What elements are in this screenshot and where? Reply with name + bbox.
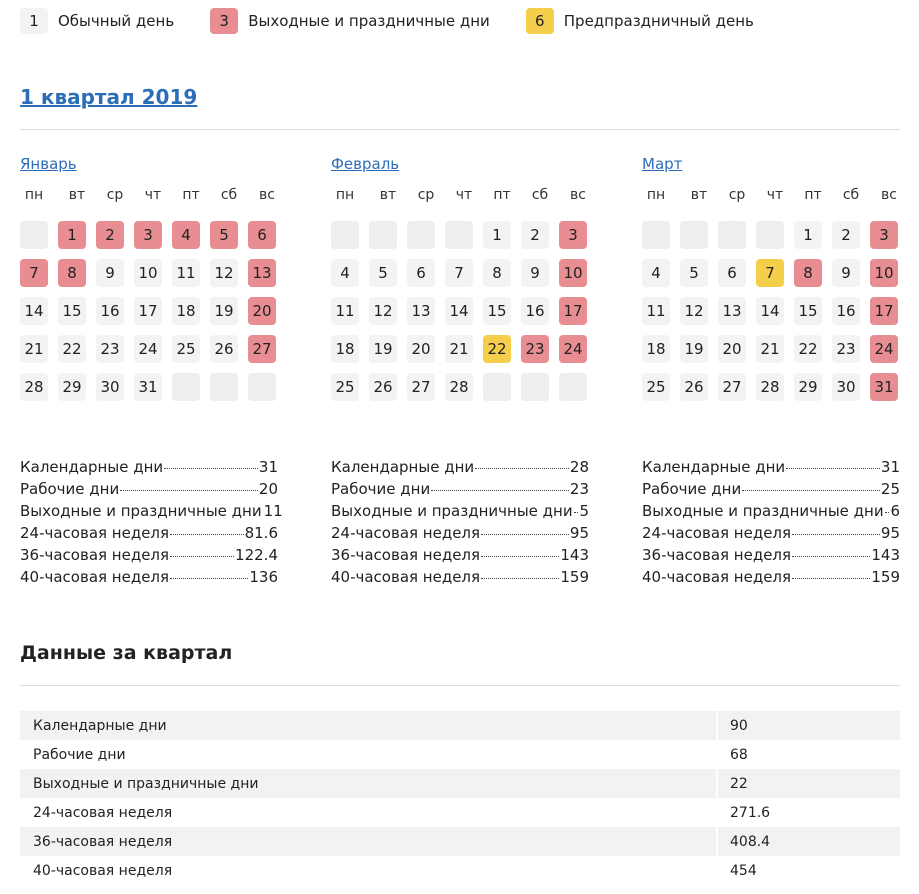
- calendar-day: 25: [331, 373, 359, 401]
- table-cell-label: Выходные и праздничные дни: [33, 775, 259, 792]
- calendar-day: 30: [832, 373, 860, 401]
- calendar-week: [20, 373, 290, 411]
- calendar-day: 16: [96, 297, 124, 325]
- stat-value: 143: [560, 546, 589, 564]
- stat-label: 24-часовая неделя: [642, 524, 792, 542]
- calendar-day: 3: [870, 221, 898, 249]
- legend-item-holiday: [210, 8, 490, 34]
- stat-value: 136: [249, 568, 278, 586]
- calendar-day: 8: [483, 259, 511, 287]
- calendar-day: 11: [172, 259, 200, 287]
- calendar-day: 26: [680, 373, 708, 401]
- calendar-day: 19: [369, 335, 397, 363]
- stat-label: Выходные и праздничные дни: [331, 502, 573, 520]
- calendar-day: 2: [96, 221, 124, 249]
- calendar-day: 31: [134, 373, 162, 401]
- calendar-week: [20, 297, 290, 335]
- table-row: [20, 711, 900, 740]
- calendar-day: 25: [642, 373, 670, 401]
- divider: [20, 129, 900, 130]
- calendar-day: 17: [870, 297, 898, 325]
- calendar-day: 14: [445, 297, 473, 325]
- weekday-label: вт: [379, 187, 397, 203]
- calendar-day: 20: [248, 297, 276, 325]
- calendar-day: 5: [680, 259, 708, 287]
- dot-leader: [792, 556, 870, 557]
- calendar-empty-day: [369, 221, 397, 249]
- weekday-label: сб: [531, 187, 549, 203]
- calendar-empty-day: [20, 221, 48, 249]
- legend-label-normal: Обычный день: [58, 12, 175, 30]
- stat-row: [331, 568, 589, 590]
- weekday-header: [331, 187, 601, 207]
- month-name-link[interactable]: Март: [642, 155, 683, 173]
- stat-value: 31: [258, 458, 278, 476]
- stat-row: [331, 524, 589, 546]
- month-march: [642, 154, 912, 411]
- dot-leader: [786, 468, 880, 469]
- calendar-day: 14: [20, 297, 48, 325]
- calendar-day: 19: [680, 335, 708, 363]
- legend-swatch-normal: 1: [20, 8, 48, 34]
- calendar-day: 5: [210, 221, 238, 249]
- dot-leader: [742, 490, 880, 491]
- dot-leader: [170, 556, 234, 557]
- calendar-empty-day: [642, 221, 670, 249]
- stat-label: Рабочие дни: [20, 480, 120, 498]
- calendar-day: 2: [832, 221, 860, 249]
- table-cell-value: 408.4: [716, 827, 900, 856]
- dot-leader: [481, 578, 559, 579]
- stat-row: [20, 568, 278, 590]
- calendar-day: 23: [832, 335, 860, 363]
- calendar-empty-day: [407, 221, 435, 249]
- calendar-day: 1: [794, 221, 822, 249]
- dot-leader: [170, 578, 248, 579]
- stat-row: [642, 524, 900, 546]
- calendar-day: 11: [642, 297, 670, 325]
- calendar-day: 22: [794, 335, 822, 363]
- calendar-day: 21: [20, 335, 48, 363]
- stat-row: [642, 546, 900, 568]
- stat-label: Рабочие дни: [331, 480, 431, 498]
- stat-value: 159: [560, 568, 589, 586]
- calendar-day: 1: [58, 221, 86, 249]
- calendar-day: 26: [369, 373, 397, 401]
- calendar-day: 17: [559, 297, 587, 325]
- stat-value: 81.6: [244, 524, 278, 542]
- calendar-day: 16: [832, 297, 860, 325]
- table-cell-value: 454: [716, 856, 900, 885]
- stat-label: Выходные и праздничные дни: [642, 502, 884, 520]
- calendar-day: 31: [870, 373, 898, 401]
- stat-label: 40-часовая неделя: [642, 568, 792, 586]
- table-cell-value: 68: [716, 740, 900, 769]
- calendar-week: [642, 259, 912, 297]
- calendar-day: 4: [642, 259, 670, 287]
- calendar-week: [331, 259, 601, 297]
- calendar-day: 26: [210, 335, 238, 363]
- calendar-day: 8: [58, 259, 86, 287]
- table-row: [20, 769, 900, 798]
- weekday-label: вс: [881, 187, 897, 203]
- calendar-day: 4: [331, 259, 359, 287]
- table-cell-value: 90: [716, 711, 900, 740]
- quarter-data-title: Данные за квартал: [20, 642, 233, 664]
- calendar-empty-day: [172, 373, 200, 401]
- calendar-day: 29: [794, 373, 822, 401]
- weekday-label: чт: [144, 187, 162, 203]
- dot-leader: [481, 556, 559, 557]
- dot-leader: [164, 468, 258, 469]
- calendar-week: [331, 373, 601, 411]
- calendar-day: 15: [58, 297, 86, 325]
- calendar-day: 11: [331, 297, 359, 325]
- calendar-empty-day: [680, 221, 708, 249]
- table-cell-value: 22: [716, 769, 900, 798]
- calendar-week: [331, 221, 601, 259]
- calendar-day: 10: [870, 259, 898, 287]
- divider: [20, 685, 900, 686]
- calendar-day: 9: [96, 259, 124, 287]
- calendar-day: 13: [248, 259, 276, 287]
- calendar-day: 27: [248, 335, 276, 363]
- stat-value: 11: [263, 502, 283, 520]
- weekday-label: вт: [68, 187, 86, 203]
- legend-item-normal: [20, 8, 174, 34]
- calendar-empty-day: [331, 221, 359, 249]
- calendar-day: 5: [369, 259, 397, 287]
- calendar-day: 21: [756, 335, 784, 363]
- calendar-day: 22: [483, 335, 511, 363]
- weekday-label: пн: [646, 187, 666, 203]
- dot-leader: [481, 534, 569, 535]
- calendar-day: 6: [407, 259, 435, 287]
- table-row: [20, 827, 900, 856]
- calendar-empty-day: [483, 373, 511, 401]
- calendar-day: 28: [445, 373, 473, 401]
- stat-value: 95: [569, 524, 589, 542]
- calendar-day: 7: [20, 259, 48, 287]
- stat-label: Календарные дни: [20, 458, 164, 476]
- legend-swatch-holiday: 3: [210, 8, 238, 34]
- weekday-label: вс: [570, 187, 586, 203]
- legend: [20, 8, 790, 34]
- dot-leader: [885, 512, 890, 513]
- calendar-day: 15: [483, 297, 511, 325]
- calendar-week: [20, 335, 290, 373]
- stat-row: [20, 546, 278, 568]
- calendar-week: [20, 221, 290, 259]
- stat-value: 31: [880, 458, 900, 476]
- stat-row: [642, 568, 900, 590]
- stat-label: 36-часовая неделя: [642, 546, 792, 564]
- stat-value: 5: [579, 502, 589, 520]
- calendar-day: 17: [134, 297, 162, 325]
- weekday-label: пн: [335, 187, 355, 203]
- calendar-week: [20, 259, 290, 297]
- stat-label: 36-часовая неделя: [331, 546, 481, 564]
- weekday-label: сб: [842, 187, 860, 203]
- weekday-label: пт: [493, 187, 511, 203]
- table-cell-label: 40-часовая неделя: [33, 862, 173, 879]
- stat-label: 24-часовая неделя: [20, 524, 170, 542]
- calendar-day: 10: [559, 259, 587, 287]
- calendar-grid: [20, 221, 290, 411]
- calendar-day: 13: [407, 297, 435, 325]
- weekday-label: ср: [728, 187, 746, 203]
- calendar-day: 24: [134, 335, 162, 363]
- calendar-empty-day: [248, 373, 276, 401]
- quarter-title-link[interactable]: 1 квартал 2019: [20, 85, 198, 109]
- weekday-label: сб: [220, 187, 238, 203]
- calendar-week: [642, 221, 912, 259]
- calendar-day: 12: [210, 259, 238, 287]
- calendar-empty-day: [210, 373, 238, 401]
- legend-label-preholiday: Предпраздничный день: [563, 12, 754, 30]
- weekday-label: ср: [106, 187, 124, 203]
- stats-january: [20, 458, 283, 590]
- dot-leader: [170, 534, 244, 535]
- calendar-day: 29: [58, 373, 86, 401]
- stat-value: 95: [880, 524, 900, 542]
- calendar-grid: [642, 221, 912, 411]
- calendar-day: 18: [642, 335, 670, 363]
- stat-value: 143: [871, 546, 900, 564]
- calendar-grid: [331, 221, 601, 411]
- month-february: [331, 154, 601, 411]
- calendar-day: 25: [172, 335, 200, 363]
- calendar-day: 18: [331, 335, 359, 363]
- calendar-day: 9: [521, 259, 549, 287]
- stat-label: 24-часовая неделя: [331, 524, 481, 542]
- calendar-day: 15: [794, 297, 822, 325]
- weekday-label: пт: [804, 187, 822, 203]
- stat-label: Календарные дни: [331, 458, 475, 476]
- calendar-week: [331, 297, 601, 335]
- calendar-day: 20: [407, 335, 435, 363]
- table-cell-label: 24-часовая неделя: [33, 804, 173, 821]
- weekday-label: вт: [690, 187, 708, 203]
- table-cell-label: Календарные дни: [33, 717, 167, 734]
- calendar-day: 28: [20, 373, 48, 401]
- calendar-day: 7: [756, 259, 784, 287]
- stat-row: [642, 480, 900, 502]
- stat-value: 25: [880, 480, 900, 498]
- stat-row: [20, 502, 283, 524]
- table-cell-value: 271.6: [716, 798, 900, 827]
- calendar-empty-day: [756, 221, 784, 249]
- dot-leader: [431, 490, 569, 491]
- calendar-day: 4: [172, 221, 200, 249]
- weekday-label: ср: [417, 187, 435, 203]
- calendar-empty-day: [559, 373, 587, 401]
- stat-value: 122.4: [235, 546, 278, 564]
- legend-label-holiday: Выходные и праздничные дни: [248, 12, 490, 30]
- stat-value: 159: [871, 568, 900, 586]
- dot-leader: [475, 468, 569, 469]
- weekday-label: чт: [766, 187, 784, 203]
- weekday-header: [20, 187, 290, 207]
- stat-label: Календарные дни: [642, 458, 786, 476]
- calendar-week: [642, 335, 912, 373]
- stat-label: Выходные и праздничные дни: [20, 502, 262, 520]
- calendar-day: 18: [172, 297, 200, 325]
- calendar-day: 3: [134, 221, 162, 249]
- calendar-day: 8: [794, 259, 822, 287]
- calendar-day: 24: [870, 335, 898, 363]
- calendar-day: 12: [369, 297, 397, 325]
- calendar-day: 9: [832, 259, 860, 287]
- month-january: [20, 154, 290, 411]
- stat-value: 20: [258, 480, 278, 498]
- stat-value: 6: [890, 502, 900, 520]
- calendar-week: [642, 297, 912, 335]
- calendar-empty-day: [445, 221, 473, 249]
- weekday-label: пт: [182, 187, 200, 203]
- calendar-day: 23: [96, 335, 124, 363]
- table-cell-label: Рабочие дни: [33, 746, 126, 763]
- stat-row: [20, 458, 278, 480]
- stats-march: [642, 458, 900, 590]
- calendar-day: 23: [521, 335, 549, 363]
- calendar-empty-day: [521, 373, 549, 401]
- calendar-day: 19: [210, 297, 238, 325]
- calendar-day: 3: [559, 221, 587, 249]
- table-row: [20, 798, 900, 827]
- stat-row: [20, 480, 278, 502]
- calendar-day: 16: [521, 297, 549, 325]
- month-name-link[interactable]: Февраль: [331, 155, 400, 173]
- calendar-day: 28: [756, 373, 784, 401]
- stat-value: 23: [569, 480, 589, 498]
- dot-leader: [120, 490, 258, 491]
- stat-value: 28: [569, 458, 589, 476]
- calendar-day: 6: [248, 221, 276, 249]
- calendar-day: 10: [134, 259, 162, 287]
- calendar-day: 12: [680, 297, 708, 325]
- calendar-empty-day: [718, 221, 746, 249]
- quarter-table: [20, 711, 900, 885]
- stat-label: 40-часовая неделя: [20, 568, 170, 586]
- weekday-label: вс: [259, 187, 275, 203]
- calendar-day: 30: [96, 373, 124, 401]
- table-cell-label: 36-часовая неделя: [33, 833, 173, 850]
- calendar-day: 2: [521, 221, 549, 249]
- calendar-day: 21: [445, 335, 473, 363]
- stat-label: Рабочие дни: [642, 480, 742, 498]
- weekday-header: [642, 187, 912, 207]
- calendar-day: 27: [407, 373, 435, 401]
- stat-label: 40-часовая неделя: [331, 568, 481, 586]
- stat-row: [642, 502, 900, 524]
- weekday-label: чт: [455, 187, 473, 203]
- calendar-day: 13: [718, 297, 746, 325]
- dot-leader: [792, 534, 880, 535]
- stat-label: 36-часовая неделя: [20, 546, 170, 564]
- table-row: [20, 740, 900, 769]
- month-name-link[interactable]: Январь: [20, 155, 77, 173]
- table-row: [20, 856, 900, 885]
- calendar-week: [642, 373, 912, 411]
- stat-row: [331, 502, 589, 524]
- stat-row: [20, 524, 278, 546]
- stat-row: [331, 480, 589, 502]
- stat-row: [331, 458, 589, 480]
- legend-swatch-preholiday: 6: [526, 8, 554, 34]
- calendar-day: 27: [718, 373, 746, 401]
- calendar-day: 14: [756, 297, 784, 325]
- dot-leader: [574, 512, 579, 513]
- calendar-day: 6: [718, 259, 746, 287]
- calendar-day: 22: [58, 335, 86, 363]
- dot-leader: [792, 578, 870, 579]
- stat-row: [331, 546, 589, 568]
- calendar-day: 24: [559, 335, 587, 363]
- calendar-day: 7: [445, 259, 473, 287]
- stat-row: [642, 458, 900, 480]
- calendar-day: 1: [483, 221, 511, 249]
- calendar-week: [331, 335, 601, 373]
- weekday-label: пн: [24, 187, 44, 203]
- stats-february: [331, 458, 589, 590]
- legend-item-preholiday: [526, 8, 754, 34]
- calendar-day: 20: [718, 335, 746, 363]
